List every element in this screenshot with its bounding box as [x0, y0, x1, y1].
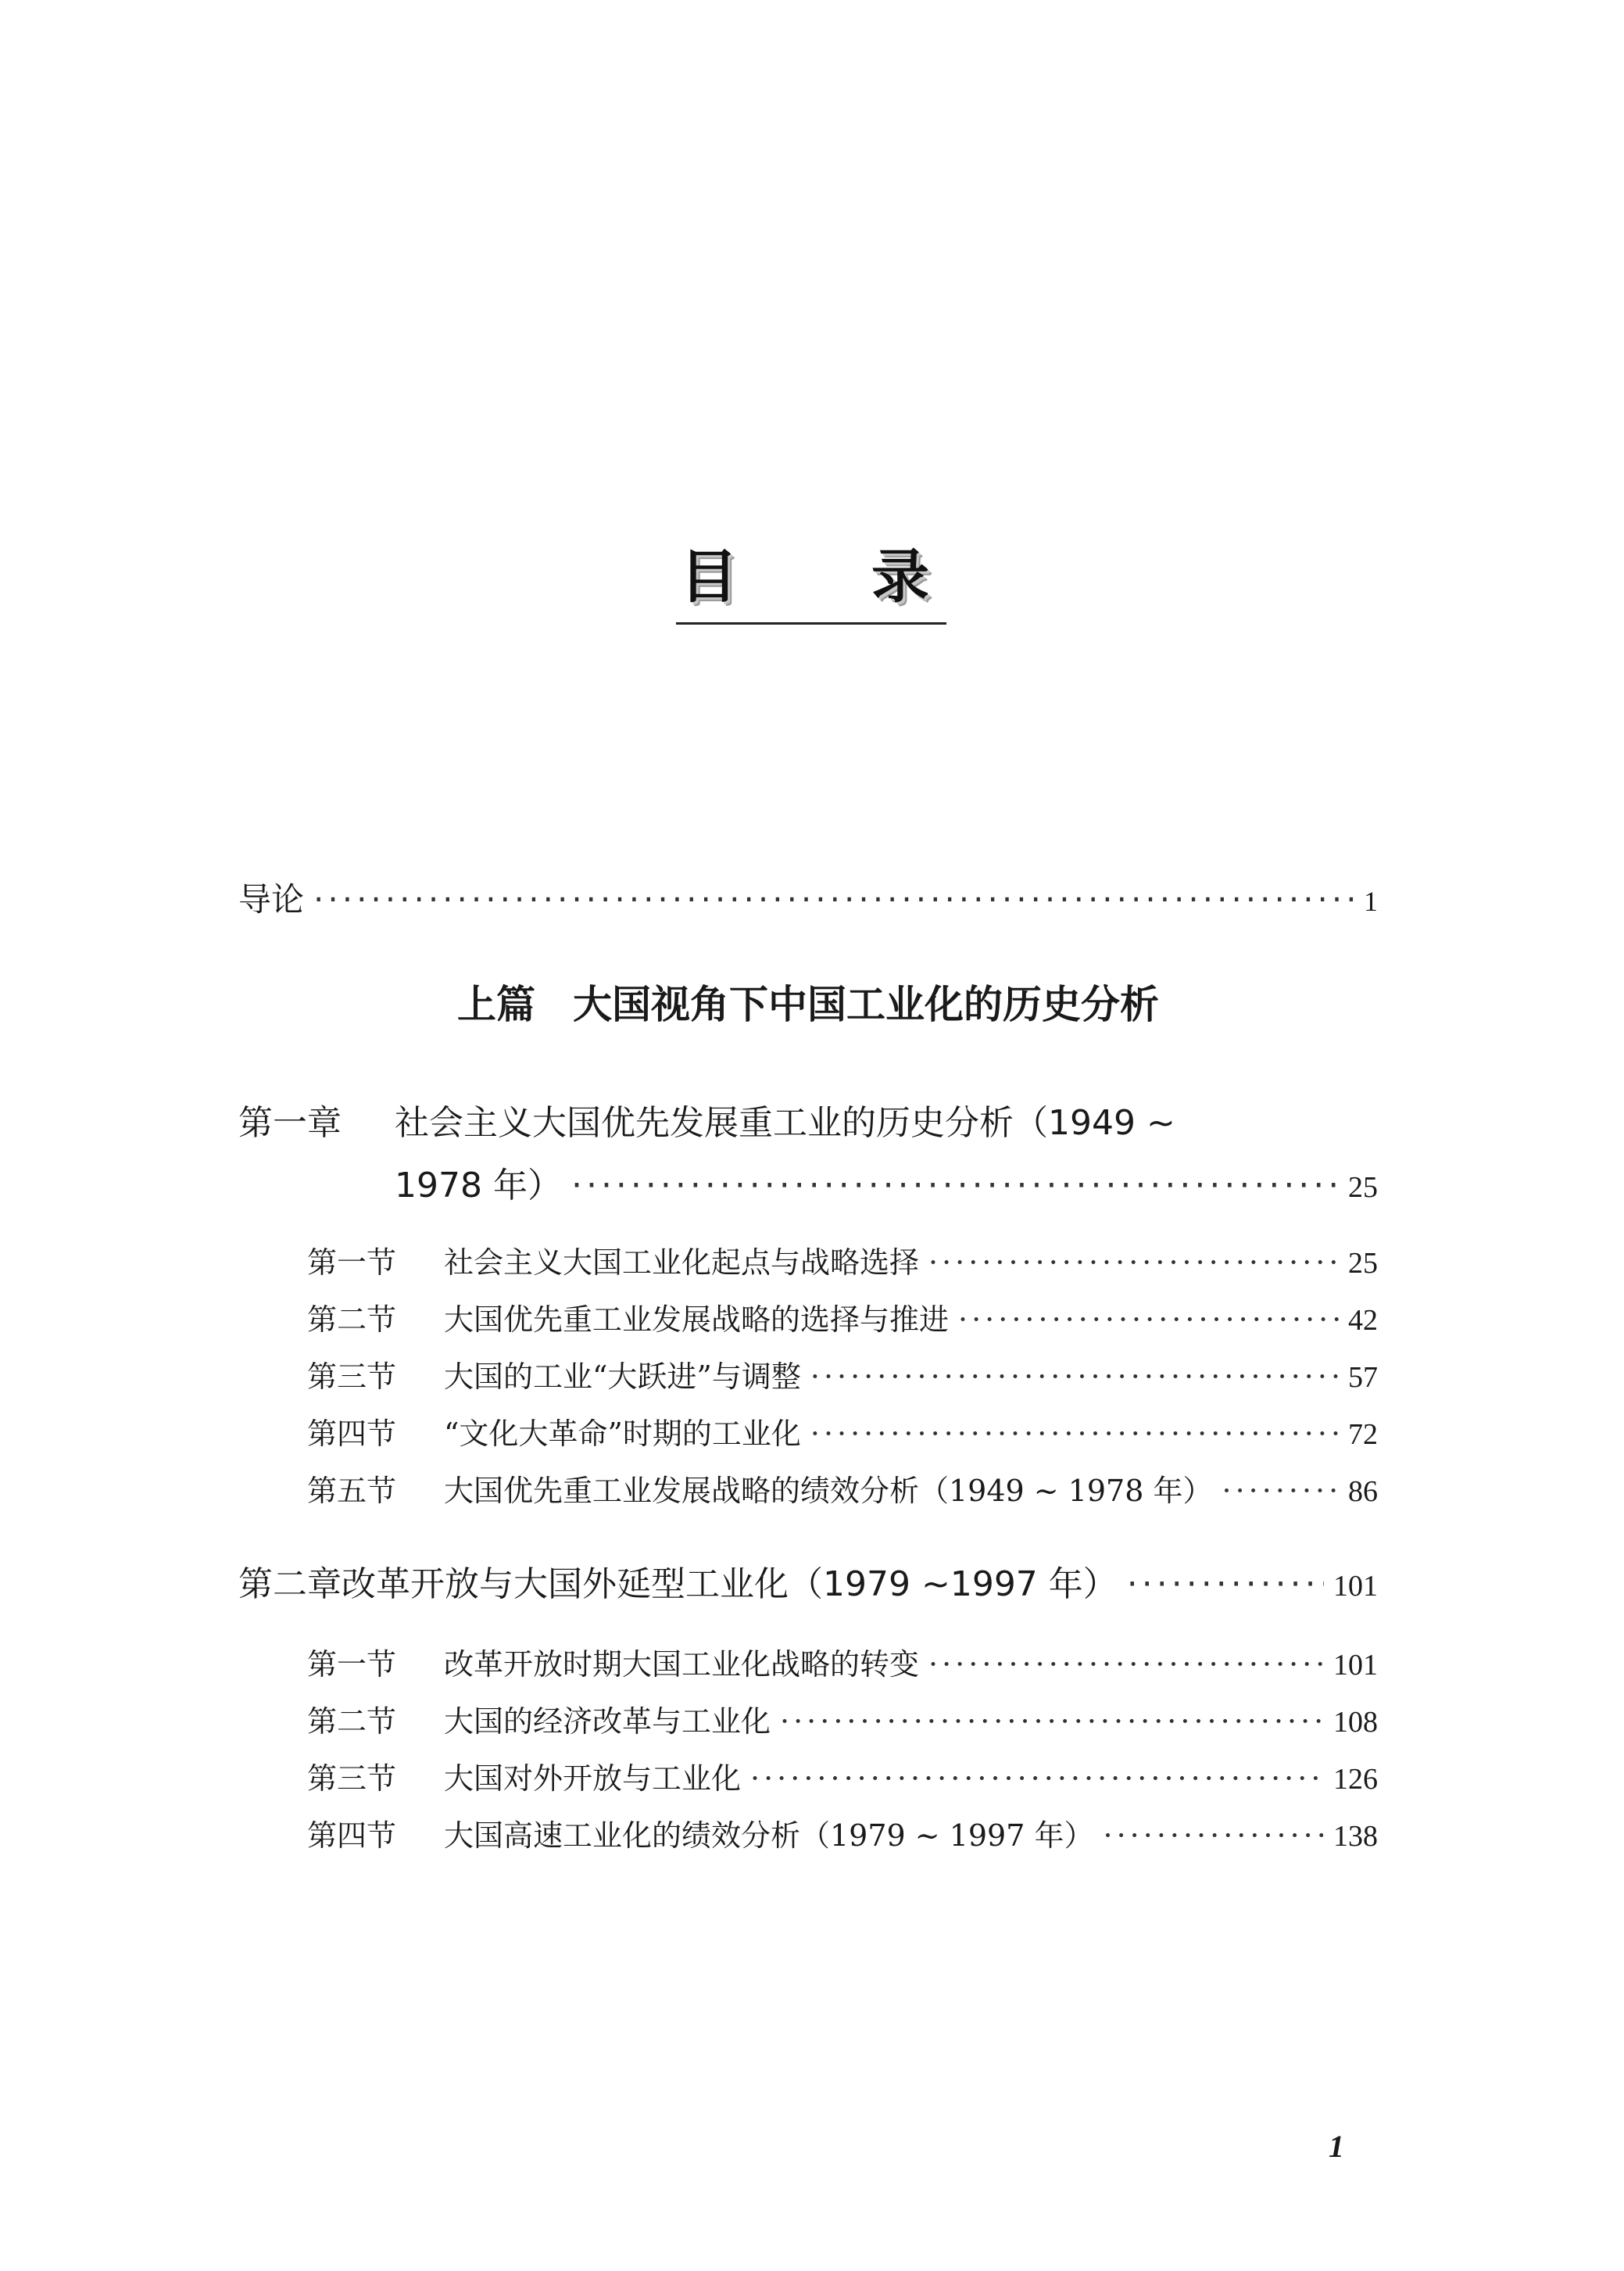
dot-leader: [571, 1166, 1339, 1205]
toc-page-number: 86: [1348, 1475, 1378, 1508]
toc-section-2-4[interactable]: [307, 1811, 1378, 1854]
chapter-label: 第一章: [238, 1103, 342, 1143]
toc-entry-title: 导论: [238, 880, 305, 919]
toc-page-number: 1: [1364, 886, 1378, 917]
toc-page-number: 72: [1348, 1418, 1378, 1451]
toc-page-number: 138: [1333, 1820, 1378, 1853]
toc-section-2-2[interactable]: [307, 1697, 1378, 1740]
section-label: 第四节: [307, 1417, 397, 1451]
chapter-title-line1: 社会主义大国优先发展重工业的历史分析（1949 ~: [395, 1103, 1175, 1143]
dot-leader: [928, 1245, 1339, 1280]
toc-page-number: 25: [1348, 1247, 1378, 1280]
section-label: 第一节: [307, 1647, 397, 1682]
chapter-label: 第二章: [238, 1564, 342, 1604]
toc-section-1-3[interactable]: [307, 1352, 1378, 1395]
toc-page-number: 57: [1348, 1361, 1378, 1394]
dot-leader: [750, 1761, 1324, 1796]
dot-leader: [780, 1704, 1324, 1739]
page-title: [676, 538, 946, 624]
dot-leader: [810, 1359, 1339, 1394]
title-char-2: 录: [871, 543, 929, 611]
toc-section-2-3[interactable]: [307, 1754, 1378, 1797]
section-label: 第三节: [307, 1359, 397, 1394]
section-title: 大国的经济改革与工业化: [444, 1704, 771, 1739]
dot-leader: [1104, 1818, 1325, 1853]
page-folio-number: 1: [1329, 2129, 1344, 2164]
toc-page-number: 42: [1348, 1304, 1378, 1337]
dot-leader: [810, 1417, 1339, 1451]
toc-page-number: 25: [1348, 1171, 1378, 1204]
dot-leader: [313, 880, 1354, 919]
section-title: 大国高速工业化的绩效分析（1979 ~ 1997 年）: [444, 1818, 1094, 1853]
section-label: 第一节: [307, 1245, 397, 1280]
chapter-title: 改革开放与大国外延型工业化（1979 ~1997 年）: [342, 1564, 1118, 1604]
toc-section-1-4[interactable]: [307, 1410, 1378, 1453]
part-label: 上篇: [457, 981, 535, 1027]
toc-page-number: 101: [1333, 1649, 1378, 1682]
toc-entry-intro[interactable]: [238, 874, 1378, 921]
section-label: 第二节: [307, 1704, 397, 1739]
toc-section-1-5[interactable]: [307, 1467, 1378, 1510]
part-heading: [238, 977, 1378, 1032]
section-label: 第二节: [307, 1302, 397, 1337]
section-label: 第三节: [307, 1761, 397, 1796]
dot-leader: [1222, 1474, 1340, 1508]
section-title: 大国的工业“大跃进”与调整: [444, 1359, 801, 1394]
section-label: 第四节: [307, 1818, 397, 1853]
section-title: 大国优先重工业发展战略的绩效分析（1949 ~ 1978 年）: [444, 1474, 1213, 1508]
dot-leader: [958, 1302, 1339, 1337]
toc-chapter-2-heading[interactable]: [238, 1556, 1378, 1606]
toc-section-2-1[interactable]: [307, 1640, 1378, 1683]
section-title: 社会主义大国工业化起点与战略选择: [444, 1245, 920, 1280]
chapter-title-line2: 1978 年）: [395, 1166, 562, 1205]
part-title-text: 大国视角下中国工业化的历史分析: [573, 981, 1159, 1027]
toc-section-1-2[interactable]: [307, 1295, 1378, 1338]
toc-page-number: 101: [1333, 1570, 1378, 1603]
toc-page-number: 126: [1333, 1763, 1378, 1796]
toc-section-1-1[interactable]: [307, 1238, 1378, 1281]
dot-leader: [1127, 1564, 1324, 1604]
section-label: 第五节: [307, 1474, 397, 1508]
dot-leader: [928, 1647, 1324, 1682]
section-title: 大国优先重工业发展战略的选择与推进: [444, 1302, 950, 1337]
toc-chapter-1-heading[interactable]: [238, 1094, 1175, 1144]
section-title: “文化大革命”时期的工业化: [444, 1417, 801, 1451]
title-underline: [676, 622, 946, 625]
toc-chapter-1-continuation[interactable]: [395, 1157, 1378, 1207]
section-title: 大国对外开放与工业化: [444, 1761, 742, 1796]
section-title: 改革开放时期大国工业化战略的转变: [444, 1647, 920, 1682]
title-char-1: 目: [680, 543, 738, 611]
toc-page-number: 108: [1333, 1706, 1378, 1739]
